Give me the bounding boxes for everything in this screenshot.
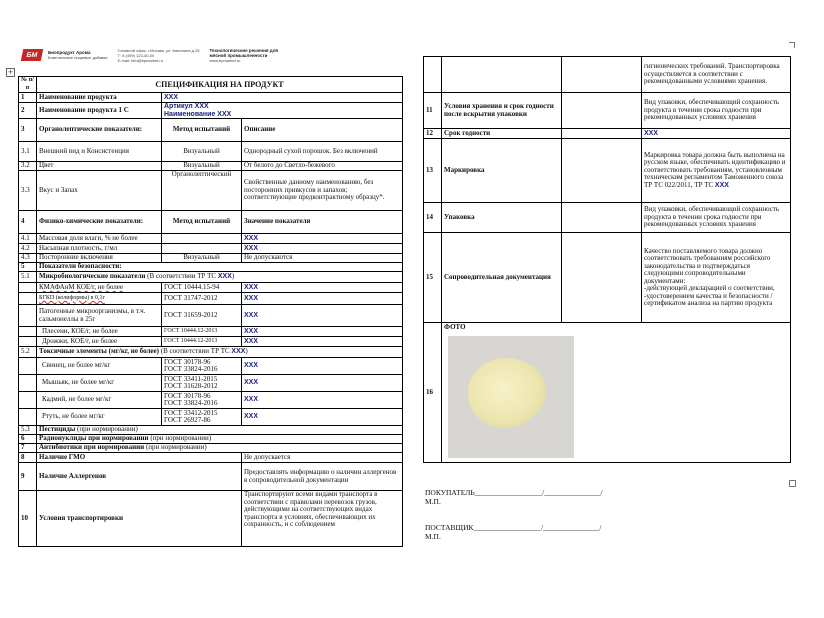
table-row <box>19 234 403 244</box>
description-header: Описание <box>242 119 403 142</box>
table-cell: 3 <box>19 119 37 142</box>
table-cell: ГОСТ 31659-2012 <box>162 305 242 327</box>
table-cell <box>162 244 242 254</box>
table-cell: Срок годности <box>442 129 562 139</box>
table-cell: ГОСТ 10444.12-2013 <box>162 327 242 337</box>
table-cell: ГОСТ 31747-2012 <box>162 293 242 305</box>
table-cell: Условия хранения и срок годности после вскрытия упаковки <box>442 93 562 129</box>
table-row <box>19 283 403 293</box>
article-value[interactable]: Артикул XXX <box>164 103 209 110</box>
table-cell: Вкус и Запах <box>37 171 162 211</box>
table-cell <box>19 375 37 392</box>
table-cell: 12 <box>424 129 442 139</box>
buyer-line[interactable]: ПОКУПАТЕЛЬ__________________/_______________/ <box>425 488 603 497</box>
table-row <box>19 491 403 547</box>
powder-sample <box>468 358 546 428</box>
table-cell: 5.1 <box>19 272 37 283</box>
table-cell <box>19 392 37 409</box>
table-cell: Визуальный <box>162 142 242 162</box>
placeholder-value[interactable]: XXX <box>162 93 403 103</box>
table-cell: От белого до Светло-бежевого <box>242 162 403 171</box>
text: ) <box>231 272 235 281</box>
table-cell <box>37 272 403 283</box>
table-cell: Визуальный <box>162 162 242 171</box>
table-cell: Наличие Аллергенов <box>37 463 242 491</box>
company-address: Головной офис: г.Москва, ул. Калинина д.25 <box>117 47 200 53</box>
table-cell: Кадмий, не более мг/кг <box>37 392 162 409</box>
table-row <box>19 119 403 142</box>
company-block <box>48 50 108 60</box>
table-row <box>424 139 791 203</box>
table-cell <box>37 283 162 293</box>
table-cell <box>19 283 37 293</box>
table-cell <box>37 435 403 444</box>
table-cell: 4.2 <box>19 244 37 254</box>
letterhead <box>22 44 322 66</box>
table-row <box>19 327 403 337</box>
table-cell: 5.2 <box>19 347 37 358</box>
table-cell: Физико-химические показатели: <box>37 211 162 234</box>
table-cell: 3.1 <box>19 142 37 162</box>
table-cell: 5 <box>19 263 37 272</box>
text: БМ <box>25 51 39 59</box>
table-cell <box>442 57 562 93</box>
table-cell <box>442 323 791 463</box>
table-row <box>19 305 403 327</box>
text: БГКП (колиформы) в 0,1г <box>39 294 105 301</box>
table-cell: Дрожжи, КОЕ/г, не более <box>37 337 162 347</box>
buyer-signature <box>425 488 603 506</box>
table-cell <box>424 57 442 93</box>
slogan-block <box>210 48 279 63</box>
section-label: Органолептические показатели: <box>37 119 162 142</box>
table-cell: 9 <box>19 463 37 491</box>
table-cell <box>162 103 403 119</box>
table-cell: Предоставлять информацию о наличии аллергенов в сопроводительной документации <box>242 463 403 491</box>
table-row <box>424 57 791 93</box>
table-cell: 7 <box>19 444 37 453</box>
table-cell: 15 <box>424 233 442 323</box>
table-cell: Свойственные данному наименованию, без посторонних привкусов и запахов; соответствующие предконтрактному образцу*. <box>242 171 403 211</box>
table-row <box>19 93 403 103</box>
table-cell <box>642 139 791 203</box>
table-row <box>19 263 403 272</box>
table-cell <box>37 426 403 435</box>
table-cell <box>19 305 37 327</box>
table-cell <box>562 129 642 139</box>
text: ГОСТ 33412-2015 <box>164 408 218 417</box>
table-row <box>19 103 403 119</box>
text: -удостоверением качества и безопасности / сертификатом анализа на партию продукта <box>644 291 773 307</box>
table-cell <box>162 375 242 392</box>
table-row <box>19 142 403 162</box>
table-cell: Значение показателя <box>242 211 403 234</box>
text: ГОСТ 26927-86 <box>164 416 211 424</box>
text: ГОСТ 33824-2016 <box>164 399 218 407</box>
table-row <box>19 463 403 491</box>
table-cell <box>562 93 642 129</box>
table-cell <box>562 203 642 233</box>
table-cell: 3.2 <box>19 162 37 171</box>
table-cell <box>162 409 242 426</box>
table-cell: Маркировка <box>442 139 562 203</box>
table-cell: Транспортируют всеми видами транспорта в соответствии с правилами перевозок грузов, действующими на соответствующих видах транспорта в условиях, обеспечивающих их сохранность, и с соблюдением <box>242 491 403 547</box>
table-cell <box>19 327 37 337</box>
table-cell: Метод испытаний <box>162 211 242 234</box>
table-row <box>19 426 403 435</box>
text: Радионуклиды при нормировании <box>39 434 149 443</box>
table-cell <box>562 57 642 93</box>
specification-table <box>18 76 403 547</box>
placeholder-value[interactable]: XXX <box>242 293 403 305</box>
table-cell: Упаковка <box>442 203 562 233</box>
table-cell: ГОСТ 10444.12-2013 <box>162 337 242 347</box>
table-cell: Патогенные микроорганизмы, в т.ч. сальмонеллы в 25г <box>37 305 162 327</box>
supplier-signature <box>425 523 601 541</box>
table-header-row <box>19 77 403 93</box>
table-cell <box>562 139 642 203</box>
table-cell: 10 <box>19 491 37 547</box>
placeholder-value[interactable]: XXX <box>242 392 403 409</box>
row-label: Наименование продукта 1 С <box>37 103 162 119</box>
table-cell <box>37 293 162 305</box>
text: -действующей декларацией о соответствии, <box>644 284 775 292</box>
table-cell: Не допускаются <box>242 254 403 263</box>
table-row <box>19 337 403 347</box>
text: Пестициды <box>39 425 76 434</box>
table-row <box>19 358 403 375</box>
product-photo <box>448 336 574 458</box>
text: Маркировка товара должна быть выполнена на русском языке, обеспечивать идентификацию и соответствовать требованиям, установленным техническим регламентом Таможенного союза ТР ТС 022/2011, ТР ТС <box>644 150 786 189</box>
section-label: Показатели безопасности: <box>37 263 403 272</box>
text: ГОСТ 31628-2012 <box>164 382 218 390</box>
table-cell: Визуальный <box>162 254 242 263</box>
text: ГОСТ 30178-96 <box>164 391 211 400</box>
table-move-handle-icon[interactable]: + <box>7 68 14 76</box>
table-cell: Однородный сухой порошок. Без включений <box>242 142 403 162</box>
text <box>424 57 791 463</box>
product-name-value[interactable]: Наименование XXX <box>164 110 232 118</box>
table-row <box>19 211 403 234</box>
text: ГОСТ 30178-96 <box>164 357 211 366</box>
table-cell <box>162 234 242 244</box>
text: КМАФАнМ КОЕ/г, не более <box>39 282 124 291</box>
table-cell: Ртуть, не более мг/кг <box>37 409 162 426</box>
table-row <box>19 293 403 305</box>
table-cell: 4.3 <box>19 254 37 263</box>
placeholder-value[interactable]: XXX <box>242 327 403 337</box>
table-cell: Посторонние включения <box>37 254 162 263</box>
placeholder-value[interactable]: XXX <box>242 234 403 244</box>
table-cell: 5.3 <box>19 426 37 435</box>
text: Токсичные элементы (мг/кг, не более) <box>39 347 159 356</box>
row-label: Наименование продукта <box>37 93 162 103</box>
slogan-line-1: Технологические решения для <box>209 47 279 53</box>
table-cell: Условия транспортировки <box>37 491 242 547</box>
table-cell: Вид упаковки, обеспечивающий сохранность продукта в течении срока годности при рекомендованных условиях хранения <box>642 93 791 129</box>
table-cell <box>19 293 37 305</box>
table-cell <box>562 233 642 323</box>
text: (при нормировании) <box>144 443 207 452</box>
table-cell: Внешний вид и Консистенция <box>37 142 162 162</box>
table-cell <box>37 444 403 453</box>
spec-title: СПЕЦИФИКАЦИЯ НА ПРОДУКТ <box>37 77 403 93</box>
text: ГОСТ 33411-2015 <box>164 374 218 383</box>
table-cell <box>19 337 37 347</box>
table-cell <box>19 358 37 375</box>
supplier-stamp: М.П. <box>425 532 441 541</box>
table-cell: Плесени, КОЕ/г, не более <box>37 327 162 337</box>
table-cell: Вид упаковки, обеспечивающий сохранность продукта в течении срока годности при рекомендованных условиях хранения <box>642 203 791 233</box>
table-cell: Органолептический <box>162 171 242 211</box>
placeholder-value[interactable]: XXX <box>242 375 403 392</box>
table-cell <box>162 392 242 409</box>
table-row <box>424 203 791 233</box>
table-cell <box>19 409 37 426</box>
transport-continued: гигиенических требований. Транспортировка осуществляется в соответствии с рекомендованными условиями хранения. <box>642 57 791 93</box>
buyer-stamp: М.П. <box>425 497 441 506</box>
table-cell <box>162 358 242 375</box>
table-row <box>19 347 403 358</box>
company-email: E-mail: info@bpmarket.ru <box>117 57 163 63</box>
placeholder-value[interactable]: XXX <box>231 348 246 356</box>
table-cell: Свинец, не более мг/кг <box>37 358 162 375</box>
table-cell: Насыпная плотность, г/мл <box>37 244 162 254</box>
table-row <box>19 444 403 453</box>
table-cell: Сопроводительная документация <box>442 233 562 323</box>
page-corner-mark-icon <box>789 42 795 48</box>
table-cell: 4.1 <box>19 234 37 244</box>
table-row <box>19 435 403 444</box>
table-cell: Наличие ГМО <box>37 453 242 463</box>
table-row <box>19 254 403 263</box>
contact-block <box>118 48 200 63</box>
table-cell: 3.3 <box>19 171 37 211</box>
text <box>19 77 403 547</box>
text: Антибиотики при нормировании <box>39 443 145 452</box>
table-cell: 8 <box>19 453 37 463</box>
table-row <box>424 93 791 129</box>
placeholder-value[interactable]: XXX <box>242 337 403 347</box>
placeholder-value[interactable]: XXX <box>242 409 403 426</box>
column-number-header: № п/п <box>19 77 37 93</box>
method-header: Метод испытаний <box>162 119 242 142</box>
placeholder-value[interactable]: XXX <box>714 181 729 189</box>
table-cell <box>37 347 403 358</box>
text: ) <box>245 347 248 356</box>
page-resize-mark-icon <box>789 480 796 487</box>
company-site: www.bpmarket.ru <box>209 57 241 63</box>
table-cell: Цвет <box>37 162 162 171</box>
table-row <box>19 453 403 463</box>
table-cell: 11 <box>424 93 442 129</box>
company-subtitle: Комплексные пищевые добавки <box>48 55 108 60</box>
table-cell: Массовая доля влаги, % не более <box>37 234 162 244</box>
text: (В соответствии ТР ТС <box>145 272 218 281</box>
table-row <box>19 409 403 426</box>
table-cell: 2 <box>19 103 37 119</box>
table-cell: 4 <box>19 211 37 234</box>
placeholder-value[interactable]: XXX <box>242 244 403 254</box>
company-name: Биопродукт Арома <box>48 50 91 55</box>
text: Качество поставляемого товара должно соответствовать требованиям российского законодательства и подтверждаться следующими сопроводительными документами: <box>644 246 771 285</box>
table-cell: 13 <box>424 139 442 203</box>
table-cell: 1 <box>19 93 37 103</box>
table-cell: Не допускается <box>242 453 403 463</box>
company-phone: Т: 8 (499) 123-40-00 <box>117 52 155 58</box>
table-row <box>424 233 791 323</box>
company-logo <box>21 49 44 61</box>
placeholder-value[interactable]: XXX <box>217 273 232 281</box>
table-row <box>19 392 403 409</box>
placeholder-value[interactable]: XXX <box>642 129 791 139</box>
table-cell: 16 <box>424 323 442 463</box>
text: (В соответствии ТР ТС <box>158 347 232 356</box>
table-row <box>19 244 403 254</box>
table-row <box>19 171 403 211</box>
table-row <box>424 323 791 463</box>
placeholder-value[interactable]: XXX <box>242 283 403 293</box>
placeholder-value[interactable]: XXX <box>242 358 403 375</box>
table-row <box>19 162 403 171</box>
table-cell: 14 <box>424 203 442 233</box>
text: Микробиологические показатели <box>39 272 146 281</box>
text: ГОСТ 33824-2016 <box>164 365 218 373</box>
table-row <box>19 272 403 283</box>
table-row <box>19 375 403 392</box>
table-cell <box>642 233 791 323</box>
text: (при нормировании) <box>75 425 138 434</box>
specification-table-continued <box>423 56 791 463</box>
photo-label: ФОТО <box>444 323 466 331</box>
table-cell: ГОСТ 10444.15-94 <box>162 283 242 293</box>
table-row <box>424 129 791 139</box>
supplier-line[interactable]: ПОСТАВЩИК__________________/_______________/ <box>425 523 602 532</box>
placeholder-value[interactable]: XXX <box>242 305 403 327</box>
table-cell: Мышьяк, не более мг/кг <box>37 375 162 392</box>
table-cell: 6 <box>19 435 37 444</box>
slogan-line-2: мясной промышленности <box>209 52 268 58</box>
text: (при нормировании) <box>148 434 212 443</box>
